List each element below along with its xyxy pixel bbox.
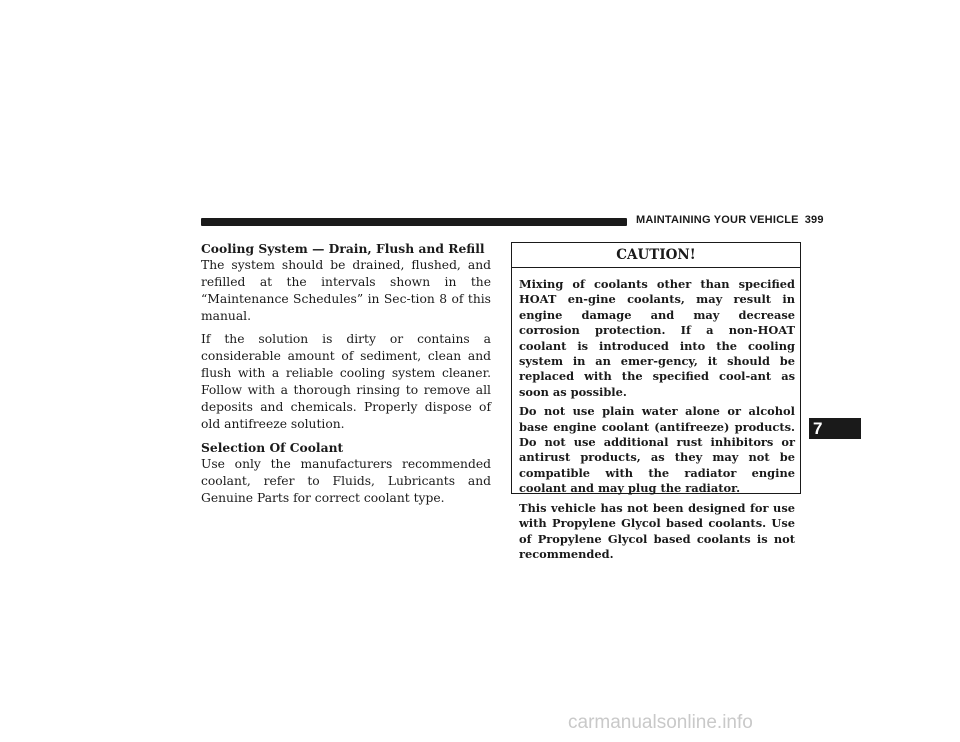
watermark: carmanualsonline.info <box>568 712 753 733</box>
paragraph-flush-instructions: If the solution is dirty or contains a considerable amount of sediment, clean and flush with a reliable cooling system cleaner. Follow with a thorough rinsing to remove all deposits and chemicals. Properly dispose of old antifreeze solution. <box>201 332 491 431</box>
section-title: MAINTAINING YOUR VEHICLE <box>636 214 799 226</box>
caution-body <box>512 268 800 562</box>
caution-paragraph-hoat: Mixing of coolants other than specified HOAT en-gine coolants, may result in engine damage and may decrease corrosion protection. If a non-HOAT coolant is introduced into the cooling system in an emer-gency, it should be replaced with the specified cool-ant as soon as possible. <box>519 277 795 399</box>
caution-paragraph-propylene: This vehicle has not been designed for use with Propylene Glycol based coolants. Use of Propylene Glycol based coolants is not recommended. <box>519 500 795 561</box>
running-header <box>636 214 824 226</box>
chapter-tab <box>809 418 861 439</box>
caution-box <box>511 242 801 561</box>
header-rule <box>201 218 627 226</box>
paragraph-coolant-type: Use only the manufacturers recommended coolant, refer to Fluids, Lubricants and Genuine Parts for correct coolant type. <box>201 457 491 505</box>
caution-paragraph-plain-water: Do not use plain water alone or alcohol base engine coolant (antifreeze) products. Do not use additional rust inhibitors or antirust products, as they may not be compatible with the radiator engine coolant and may plug the radiator. <box>519 404 795 496</box>
heading-selection-of-coolant: Selection Of Coolant <box>201 440 344 455</box>
caution-title: CAUTION! <box>512 243 800 268</box>
left-column <box>201 240 491 513</box>
heading-cooling-system: Cooling System — Drain, Flush and Refill <box>201 241 485 256</box>
paragraph-drain-intervals: The system should be drained, flushed, and refilled at the intervals shown in the “Maintenance Schedules” in Sec-tion 8 of this manual. <box>201 258 491 323</box>
page-number: 399 <box>804 214 824 226</box>
chapter-number: 7 <box>813 419 823 438</box>
